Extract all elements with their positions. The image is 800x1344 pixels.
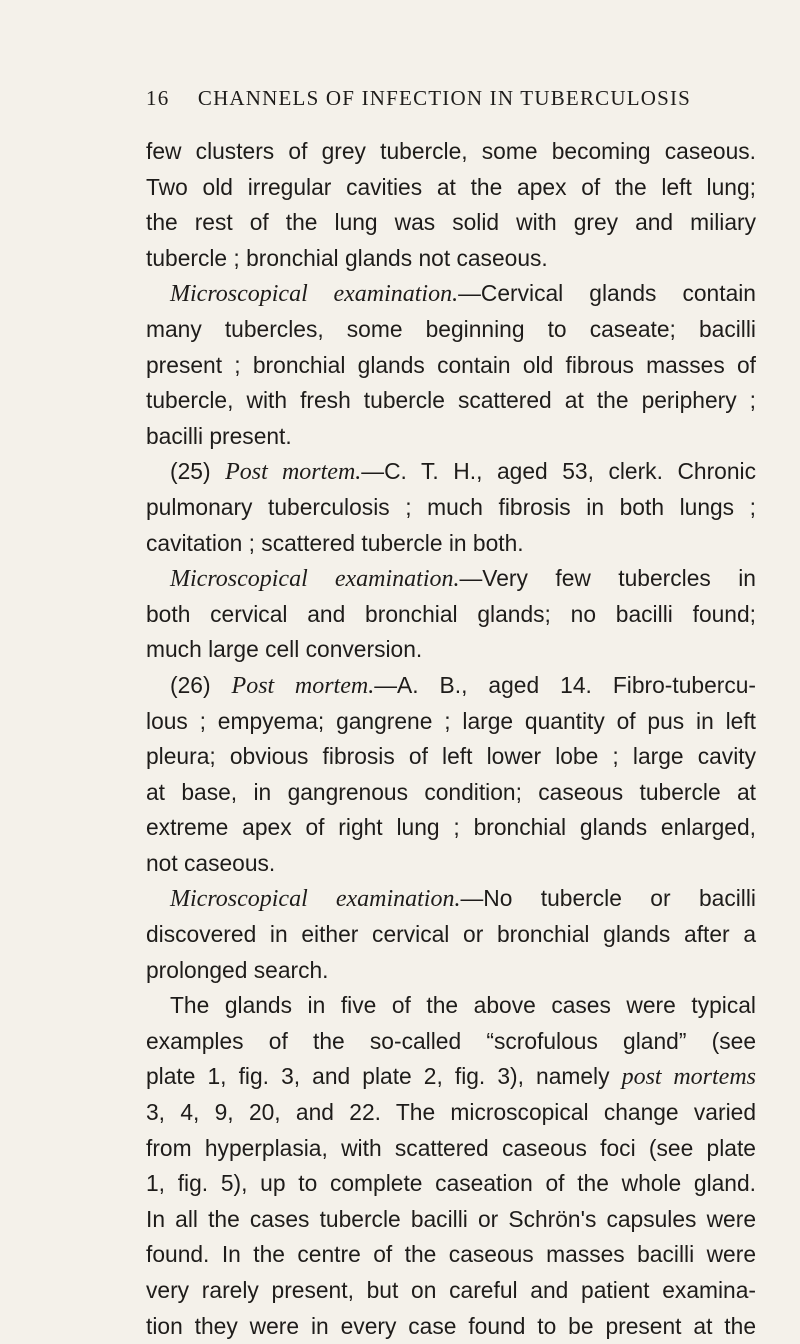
text-line (146, 632, 756, 668)
text-line (146, 953, 756, 989)
text-run: both cervical and bronchial glands; no bacilli found; (146, 600, 756, 627)
text-run: at base, in gangrenous condition; caseous tubercle at (146, 778, 756, 805)
text-run: bacilli present. (146, 422, 292, 449)
italic-run: Microscopical examination. (170, 886, 461, 913)
text-line (146, 134, 756, 170)
page-number: 16 (146, 86, 170, 110)
text-run: tubercle, with fresh tubercle scattered at the periphery ; (146, 387, 756, 414)
text-line (146, 276, 756, 312)
text-run: —Very few tubercles in (459, 565, 756, 592)
text-run: much large cell conversion. (146, 636, 423, 663)
text-run: examples of the so-called “scrofulous gland” (see (146, 1027, 756, 1054)
text-line (146, 241, 756, 277)
italic-run: Microscopical examination. (170, 566, 460, 593)
text-run: extreme apex of right lung ; bronchial glands enlarged, (146, 814, 756, 841)
text-line (146, 846, 756, 882)
text-line (146, 1095, 756, 1131)
text-line (146, 383, 756, 419)
text-run: (25) (170, 458, 226, 485)
text-run: found. In the centre of the caseous masses bacilli were (146, 1241, 756, 1268)
text-line (146, 312, 756, 348)
running-header (146, 86, 746, 111)
text-line (146, 348, 756, 384)
text-line (146, 1273, 756, 1309)
text-run: from hyperplasia, with scattered caseous foci (see plate (146, 1134, 756, 1161)
text-run: prolonged search. (146, 956, 329, 983)
text-line (146, 775, 756, 811)
text-line (146, 561, 756, 597)
text-line (146, 881, 756, 917)
text-line (146, 1059, 756, 1095)
text-line (146, 205, 756, 241)
text-line (146, 1309, 756, 1344)
italic-run: Post mortem. (225, 459, 362, 486)
text-run: cavitation ; scattered tubercle in both. (146, 529, 524, 556)
text-line (146, 1202, 756, 1238)
text-run: very rarely present, but on careful and patient examina- (146, 1277, 756, 1303)
text-run: many tubercles, some beginning to caseate; bacilli (146, 315, 756, 342)
text-line (146, 490, 756, 526)
text-line (146, 810, 756, 846)
text-run: discovered in either cervical or bronchial glands after a (146, 921, 756, 948)
text-run: In all the cases tubercle bacilli or Schrön's capsules were (146, 1205, 756, 1232)
text-run: —C. T. H., aged 53, clerk. Chronic (361, 458, 756, 485)
italic-run: Microscopical examination. (170, 281, 459, 308)
text-run: pleura; obvious fibrosis of left lower lobe ; large cavity (146, 743, 756, 770)
text-run: The glands in five of the above cases were typical (170, 992, 756, 1019)
text-line (146, 704, 756, 740)
text-run: —A. B., aged 14. Fibro-tubercu- (374, 671, 757, 698)
text-run: —Cervical glands contain (458, 280, 756, 307)
text-line (146, 454, 756, 490)
text-line (146, 1237, 756, 1273)
text-run: plate 1, fig. 3, and plate 2, fig. 3), namely (146, 1063, 622, 1090)
text-run: the rest of the lung was solid with grey and miliary (146, 209, 756, 236)
body-text (146, 134, 756, 1344)
running-title: CHANNELS OF INFECTION IN TUBERCULOSIS (197, 86, 692, 110)
text-run: tubercle ; bronchial glands not caseous. (146, 244, 548, 271)
text-run: 3, 4, 9, 20, and 22. The microscopical change varied (146, 1099, 756, 1126)
text-line (146, 526, 756, 562)
text-line (146, 988, 756, 1024)
italic-run: post mortems (621, 1064, 756, 1091)
text-run: tion they were in every case found to be present at the (146, 1312, 756, 1339)
text-run: (26) (170, 671, 232, 698)
italic-run: Post mortem. (231, 672, 375, 699)
text-line (146, 597, 756, 633)
text-run: pulmonary tuberculosis ; much fibrosis in both lungs ; (146, 493, 756, 520)
text-line (146, 1131, 756, 1167)
text-line (146, 170, 756, 206)
text-line (146, 739, 756, 775)
text-run: —No tubercle or bacilli (460, 885, 756, 912)
text-line (146, 668, 756, 704)
text-line (146, 1024, 756, 1060)
text-line (146, 419, 756, 455)
text-run: present ; bronchial glands contain old fibrous masses of (146, 351, 756, 378)
text-run: few clusters of grey tubercle, some becoming caseous. (146, 138, 756, 164)
text-run: Two old irregular cavities at the apex of the left lung; (146, 173, 756, 200)
text-run: not caseous. (146, 849, 276, 876)
text-run: 1, fig. 5), up to complete caseation of the whole gland. (146, 1170, 756, 1197)
text-line (146, 1166, 756, 1202)
text-run: lous ; empyema; gangrene ; large quantity of pus in left (146, 707, 756, 734)
text-line (146, 917, 756, 953)
